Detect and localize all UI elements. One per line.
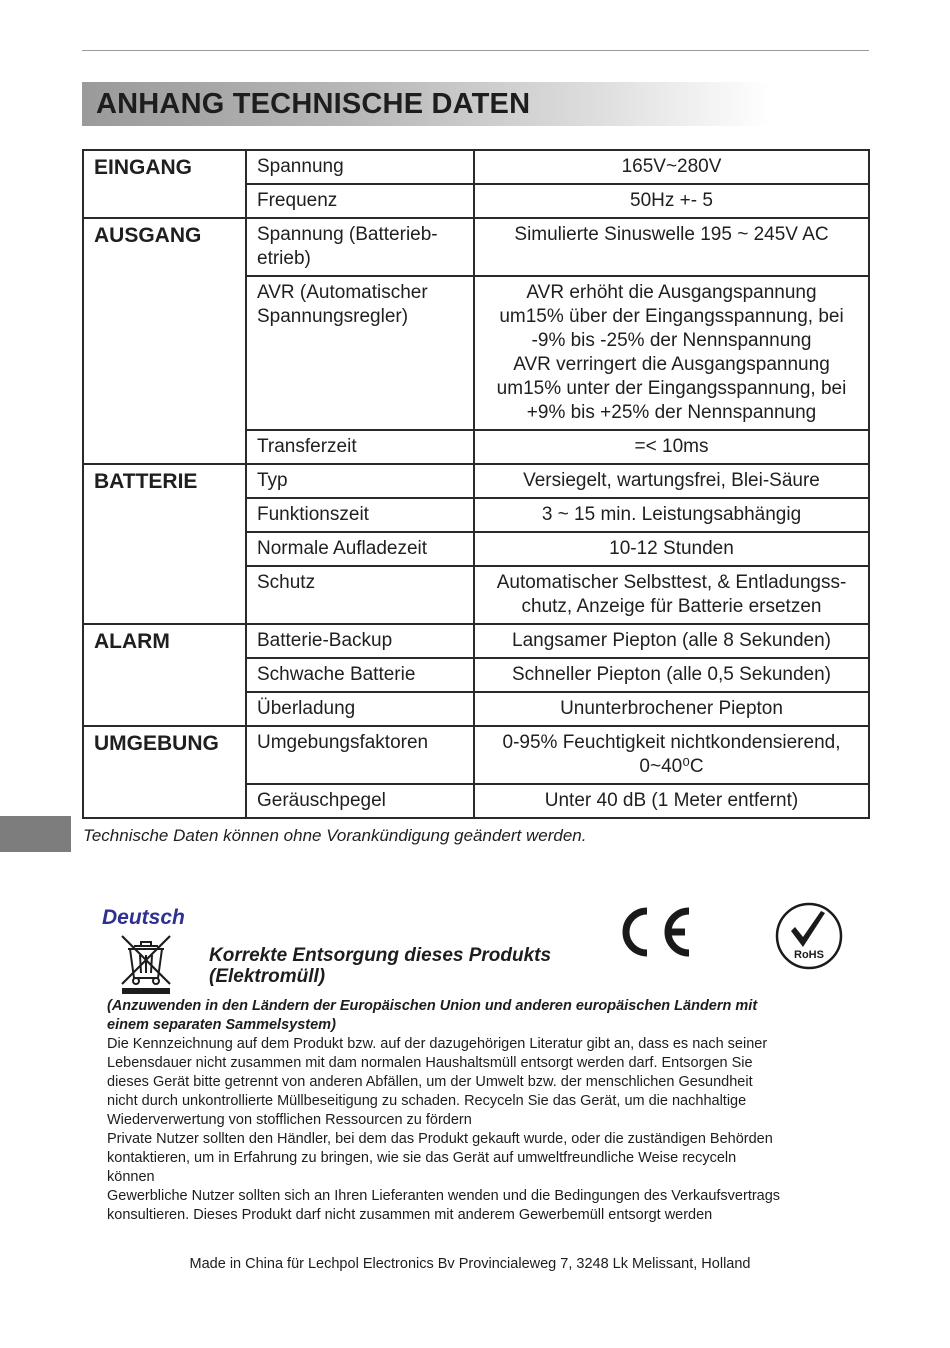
- value-line: Automatischer Selbsttest, & Entladungss-: [496, 572, 847, 593]
- parameter-cell: [246, 566, 474, 624]
- parameter-cell: [246, 184, 474, 218]
- parameter-line: Schutz: [257, 572, 316, 593]
- value-line: chutz, Anzeige für Batterie ersetzen: [521, 596, 822, 617]
- value-line: 3 ~ 15 min. Leistungsabhängig: [541, 504, 802, 525]
- rohs-label: RoHS: [794, 949, 824, 961]
- value-line: um15% über der Eingangsspannung, bei: [499, 306, 844, 327]
- parameter-cell: [246, 532, 474, 566]
- parameter-line: Batterie-Backup: [257, 630, 393, 651]
- parameter-line: Schwache Batterie: [257, 664, 416, 685]
- value-line: Ununterbrochener Piepton: [560, 698, 783, 719]
- disposal-body-line: nicht durch unkontrollierte Müllbeseitigung zu schaden. Recyceln Sie das Gerät, um die nachhaltige: [107, 1093, 747, 1109]
- spec-row: [83, 624, 869, 658]
- value-line: AVR verringert die Ausgangspannung: [513, 354, 830, 375]
- parameter-line: Überladung: [257, 698, 356, 719]
- parameter-cell: [246, 498, 474, 532]
- parameter-cell: [246, 464, 474, 498]
- spec-row: [83, 726, 869, 784]
- spec-table: [82, 149, 870, 819]
- value-cell: [474, 150, 869, 184]
- parameter-line: Typ: [257, 470, 288, 491]
- disposal-text: [107, 997, 867, 1225]
- section-label: UMGEBUNG: [83, 726, 246, 818]
- parameter-cell: [246, 624, 474, 658]
- section-label: AUSGANG: [83, 218, 246, 464]
- section-label: ALARM: [83, 624, 246, 726]
- disposal-intro-line: (Anzuwenden in den Ländern der Europäischen Union und anderen europäischen Ländern mit: [107, 998, 758, 1014]
- language-label: Deutsch: [102, 906, 185, 929]
- disposal-body-line: Gewerbliche Nutzer sollten sich an Ihren Lieferanten wenden und die Bedingungen des Verkaufsvertrags: [107, 1188, 781, 1204]
- disposal-body-line: können: [107, 1169, 155, 1185]
- value-cell: [474, 498, 869, 532]
- value-line: -9% bis -25% der Nennspannung: [531, 330, 812, 351]
- value-line: 50Hz +- 5: [630, 190, 713, 211]
- parameter-cell: [246, 726, 474, 784]
- parameter-line: Funktionszeit: [257, 504, 369, 525]
- parameter-line: Frequenz: [257, 190, 338, 211]
- value-line: Langsamer Piepton (alle 8 Sekunden): [512, 630, 831, 651]
- value-cell: [474, 532, 869, 566]
- value-cell: [474, 276, 869, 430]
- parameter-line: Spannungsregler): [257, 306, 409, 327]
- value-cell: [474, 184, 869, 218]
- rohs-check-icon: [773, 901, 845, 971]
- disposal-body-line: Lebensdauer nicht zusammen mit dam normalen Haushaltsmüll entsorgt werden darf. Entsorgen Sie: [107, 1055, 753, 1071]
- value-line: AVR erhöht die Ausgangspannung: [526, 282, 817, 303]
- disposal-body-line: Private Nutzer sollten den Händler, bei dem das Produkt gekauft wurde, oder die zuständigen Behörden: [107, 1131, 773, 1147]
- disposal-body-line: Wiederverwertung von stofflichen Ressourcen zu fördern: [107, 1112, 472, 1128]
- disposal-intro-line: einem separaten Sammelsystem): [107, 1017, 336, 1033]
- ce-mark-icon: [617, 903, 693, 960]
- spec-row: [83, 218, 869, 276]
- value-line: Simulierte Sinuswelle 195 ~ 245V AC: [514, 224, 829, 245]
- crossed-bin-icon: [118, 932, 174, 994]
- parameter-cell: [246, 784, 474, 818]
- parameter-cell: [246, 218, 474, 276]
- value-cell: [474, 784, 869, 818]
- parameter-cell: [246, 430, 474, 464]
- value-cell: [474, 624, 869, 658]
- parameter-line: Transferzeit: [257, 436, 357, 457]
- disposal-title-line: Korrekte Entsorgung dieses Produkts: [209, 945, 552, 966]
- disposal-title: [209, 945, 551, 987]
- disposal-body-line: dieses Gerät bitte getrennt von anderen Abfällen, um der Umwelt bzw. der menschlichen Gesundheit: [107, 1074, 753, 1090]
- disposal-title-line: (Elektromüll): [209, 966, 326, 987]
- footnote: Technische Daten können ohne Vorankündigung geändert werden.: [83, 826, 587, 845]
- value-line: Schneller Piepton (alle 0,5 Sekunden): [512, 664, 831, 685]
- parameter-cell: [246, 692, 474, 726]
- spec-row: [83, 464, 869, 498]
- parameter-line: Spannung: [257, 156, 344, 177]
- disposal-body-line: kontaktieren, um in Erfahrung zu bringen, wie sie das Gerät auf umweltfreundliche Weise recyceln: [107, 1150, 737, 1166]
- parameter-line: AVR (Automatischer: [257, 282, 428, 303]
- parameter-line: Normale Aufladezeit: [257, 538, 428, 559]
- value-cell: [474, 726, 869, 784]
- parameter-line: Geräuschpegel: [257, 790, 386, 811]
- top-rule: [82, 50, 869, 51]
- disposal-body-line: konsultieren. Dieses Produkt darf nicht zusammen mit anderem Gewerbemüll entsorgt werden: [107, 1207, 713, 1223]
- disposal-body-line: Die Kennzeichnung auf dem Produkt bzw. auf der dazugehörigen Literatur gibt an, dass es nach seiner: [107, 1036, 768, 1052]
- value-line: um15% unter der Eingangsspannung, bei: [496, 378, 847, 399]
- value-cell: [474, 464, 869, 498]
- value-line: 165V~280V: [621, 156, 722, 177]
- parameter-cell: [246, 658, 474, 692]
- page-title: ANHANG TECHNISCHE DATEN: [96, 88, 531, 120]
- parameter-line: etrieb): [257, 248, 311, 269]
- value-cell: [474, 430, 869, 464]
- value-line: =< 10ms: [634, 436, 709, 457]
- value-line: +9% bis +25% der Nennspannung: [526, 402, 817, 423]
- section-label: BATTERIE: [83, 464, 246, 624]
- value-line: 10-12 Stunden: [609, 538, 734, 559]
- page-tab-marker: [0, 816, 71, 852]
- value-cell: [474, 566, 869, 624]
- parameter-line: Spannung (Batterieb-: [257, 224, 438, 245]
- value-line: Versiegelt, wartungsfrei, Blei-Säure: [523, 470, 820, 491]
- spec-row: [83, 150, 869, 184]
- parameter-line: Umgebungsfaktoren: [257, 732, 429, 753]
- value-line: Unter 40 dB (1 Meter entfernt): [544, 790, 799, 811]
- value-line: 0~40⁰C: [639, 756, 704, 777]
- value-cell: [474, 692, 869, 726]
- parameter-cell: [246, 150, 474, 184]
- parameter-cell: [246, 276, 474, 430]
- made-in-line: Made in China für Lechpol Electronics Bv Provincialeweg 7, 3248 Lk Melissant, Holland: [189, 1256, 751, 1272]
- section-label: EINGANG: [83, 150, 246, 218]
- value-line: 0-95% Feuchtigkeit nichtkondensierend,: [502, 732, 841, 753]
- value-cell: [474, 218, 869, 276]
- value-cell: [474, 658, 869, 692]
- heading-bar: [82, 82, 772, 126]
